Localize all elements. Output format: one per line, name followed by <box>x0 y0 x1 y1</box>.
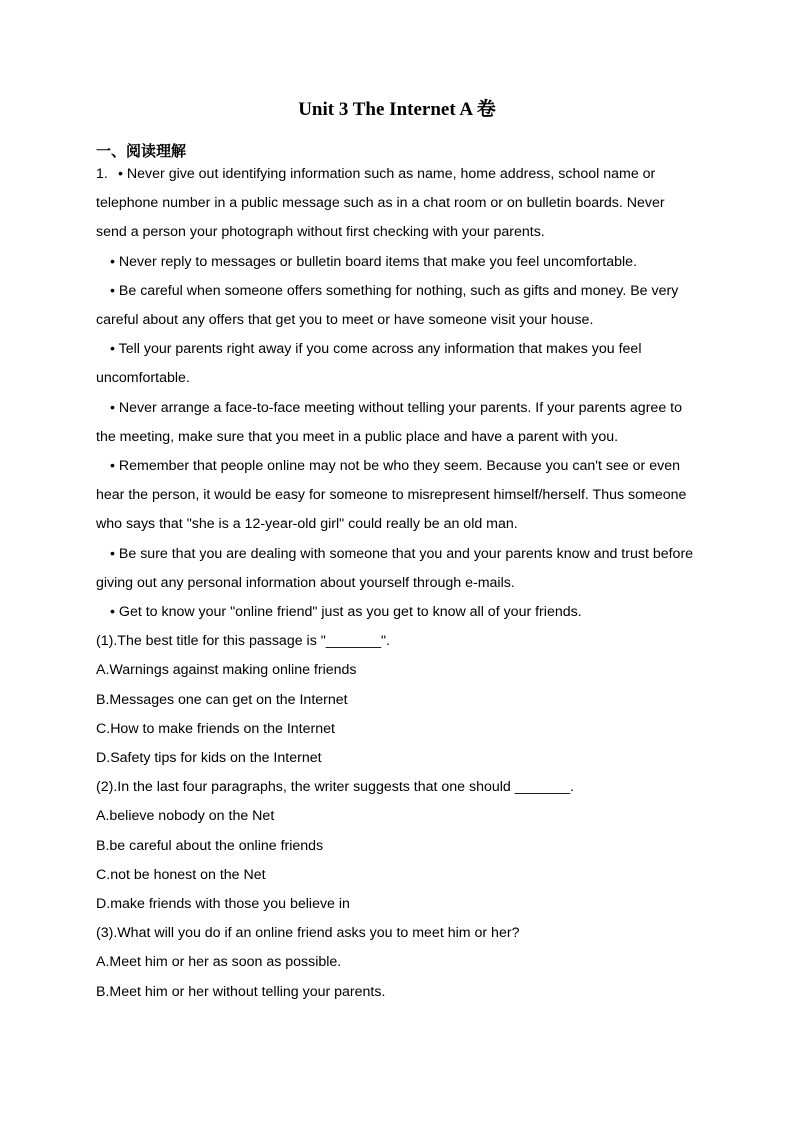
document-body <box>96 160 696 1007</box>
question-number: 1. <box>96 166 108 182</box>
answer-option: D.Safety tips for kids on the Internet <box>96 750 322 767</box>
section-heading: 一、阅读理解 <box>96 144 187 160</box>
passage-paragraph: • Never reply to messages or bulletin board items that make you feel uncomfortable. <box>110 253 638 270</box>
page-title: Unit 3 The Internet A 卷 <box>298 99 496 120</box>
answer-option: B.Messages one can get on the Internet <box>96 691 348 708</box>
answer-option: B.be careful about the online friends <box>96 837 324 854</box>
passage-paragraph: • Be sure that you are dealing with someone that you and your parents know and trust before giving out any personal information about yourself through e-mails. <box>96 545 694 591</box>
question-stem: (2).In the last four paragraphs, the writer suggests that one should _______. <box>96 779 574 796</box>
answer-option: C.not be honest on the Net <box>96 866 266 883</box>
passage-paragraph: • Get to know your "online friend" just as you get to know all of your friends. <box>110 604 582 621</box>
answer-option: D.make friends with those you believe in <box>96 896 350 913</box>
passage-paragraph: • Never arrange a face-to-face meeting without telling your parents. If your parents agree to the meeting, make sure that you meet in a public place and have a parent with you. <box>96 399 682 445</box>
question-stem: (3).What will you do if an online friend asks you to meet him or her? <box>96 925 520 942</box>
answer-option: A.Warnings against making online friends <box>96 662 357 679</box>
answer-option: A.believe nobody on the Net <box>96 808 275 825</box>
answer-option: B.Meet him or her without telling your parents. <box>96 983 386 1000</box>
answer-option: C.How to make friends on the Internet <box>96 720 335 737</box>
passage-paragraph: • Remember that people online may not be who they seem. Because you can't see or even hear the person, it would be easy for someone to misrepresent himself/herself. Thus someone who says that "she is a 12-year-old girl" could really be an old man. <box>96 458 687 533</box>
answer-option: A.Meet him or her as soon as possible. <box>96 954 342 971</box>
passage-paragraph: 1. • Never give out identifying information such as name, home address, school name or telephone number in a public message such as in a chat room or on bulletin boards. Never send a person your photograph without first checking with your parents. <box>96 160 696 248</box>
passage-paragraph: • Be careful when someone offers something for nothing, such as gifts and money. Be very careful about any offers that get you to meet or have someone visit your house. <box>96 282 679 329</box>
question-stem: (1).The best title for this passage is "_______". <box>96 633 390 650</box>
passage-paragraph: • Tell your parents right away if you come across any information that makes you feel uncomfortable. <box>96 341 642 387</box>
